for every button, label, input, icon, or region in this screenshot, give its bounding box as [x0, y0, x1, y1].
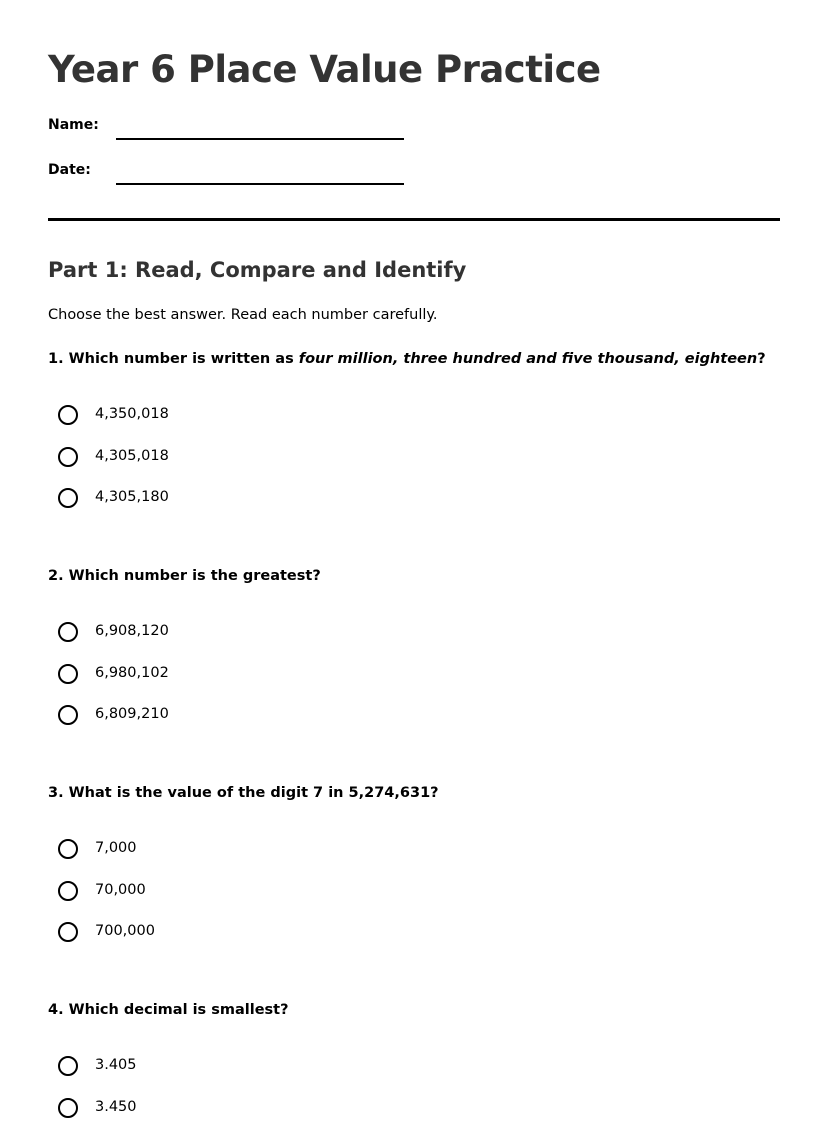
- radio-button[interactable]: [58, 488, 78, 508]
- option-label[interactable]: 4,350,018: [95, 406, 169, 422]
- question-text: 2. Which number is the greatest?: [48, 568, 321, 584]
- option-label[interactable]: 3.450: [95, 1098, 137, 1115]
- name-line[interactable]: [116, 138, 404, 140]
- page-title: Year 6 Place Value Practice: [48, 48, 601, 91]
- question-4: [48, 1002, 780, 1115]
- question-emphasis: four million, three hundred and five thousand, eighteen: [298, 351, 758, 367]
- option-label[interactable]: 4,305,018: [95, 447, 169, 464]
- option-label[interactable]: 6,809,210: [95, 706, 169, 722]
- option-label[interactable]: 6,908,120: [95, 623, 169, 639]
- radio-button[interactable]: [58, 922, 78, 942]
- radio-button[interactable]: [58, 664, 78, 684]
- question-2: [48, 568, 780, 722]
- radio-button[interactable]: [58, 705, 78, 725]
- radio-button[interactable]: [58, 1098, 78, 1118]
- radio-button[interactable]: [58, 622, 78, 642]
- option-label[interactable]: 4,305,180: [95, 489, 169, 505]
- radio-button[interactable]: [58, 839, 78, 859]
- question-text: 4. Which decimal is smallest?: [48, 1002, 289, 1018]
- question-1: [48, 351, 780, 505]
- option-label[interactable]: 6,980,102: [95, 664, 169, 681]
- radio-button[interactable]: [58, 447, 78, 467]
- date-line[interactable]: [116, 183, 404, 185]
- option-label[interactable]: 70,000: [95, 881, 146, 898]
- radio-button[interactable]: [58, 1056, 78, 1076]
- date-field: [48, 162, 448, 192]
- option-label[interactable]: 7,000: [95, 840, 137, 856]
- radio-button[interactable]: [58, 405, 78, 425]
- question-text: [48, 351, 780, 367]
- part-heading: Part 1: Read, Compare and Identify: [48, 258, 467, 282]
- date-label: Date:: [48, 162, 91, 178]
- option-label[interactable]: 700,000: [95, 923, 155, 939]
- name-field: [48, 117, 448, 147]
- question-prefix: 1. Which number is written as: [48, 351, 299, 367]
- radio-button[interactable]: [58, 881, 78, 901]
- question-suffix: ?: [757, 351, 766, 367]
- question-3: [48, 785, 780, 939]
- instructions: Choose the best answer. Read each number carefully.: [48, 307, 438, 323]
- name-label: Name:: [48, 117, 99, 133]
- question-text: 3. What is the value of the digit 7 in 5,274,631?: [48, 785, 439, 801]
- option-label[interactable]: 3.405: [95, 1057, 137, 1073]
- section-divider: [48, 218, 780, 221]
